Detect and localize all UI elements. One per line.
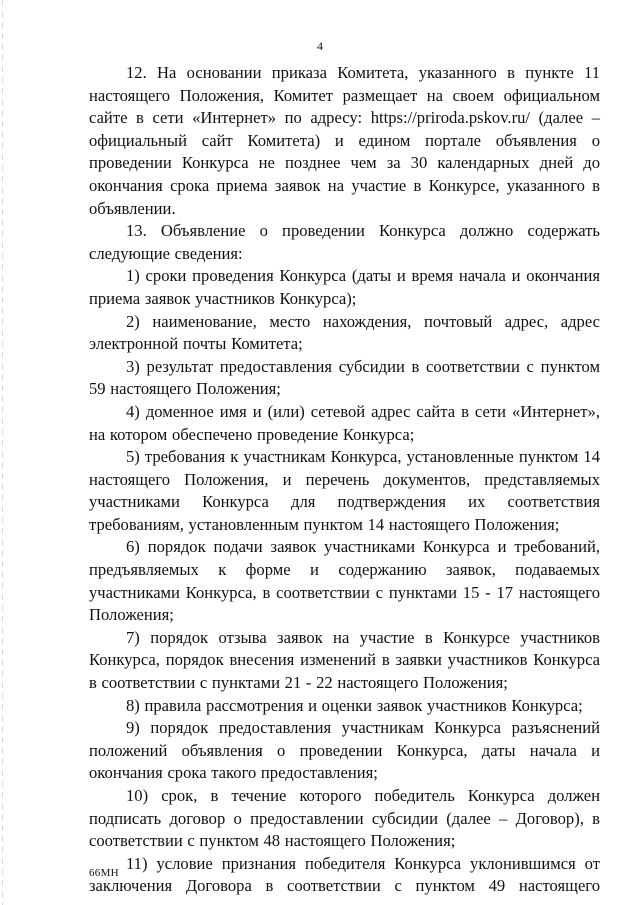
scan-edge xyxy=(2,0,3,905)
list-item-8: 8) правила рассмотрения и оценки заявок участников Конкурса; xyxy=(126,695,583,715)
list-item-5: 5) требования к участникам Конкурса, установленные пунктом 14 настоящего Положения, и перечень документов, представляемых участниками Конкурса для подтверждения их соответствия требованиям, установленным пунктом 14 настоящего Положения; xyxy=(89,447,600,534)
list-item-3: 3) результат предоставления субсидии в соответствии с пунктом 59 настоящего Положения; xyxy=(89,356,600,399)
list-item-2: 2) наименование, место нахождения, почтовый адрес, адрес электронной почты Комитета; xyxy=(89,311,600,354)
paragraph-13: 13. Объявление о проведении Конкурса должно содержать следующие сведения: xyxy=(89,221,600,263)
list-item-4: 4) доменное имя и (или) сетевой адрес сайта в сети «Интернет», на котором обеспечено проведение Конкурса; xyxy=(89,401,600,444)
list-item-9: 9) порядок предоставления участникам Конкурса разъяснений положений объявления о проведении Конкурса, даты начала и окончания срока такого предоставления; xyxy=(89,718,600,783)
list-item-11: 11) условие признания победителя Конкурса уклонившимся от заключения Договора в соответствии с пунктом 49 настоящего xyxy=(89,853,600,896)
list-item-6: 6) порядок подачи заявок участниками Конкурса и требований, предъявляемых к форме и содержанию заявок, подаваемых участниками Конкурса, в соответствии с пунктами 15 - 17 настоящего Положения; xyxy=(89,537,600,625)
list-item-7: 7) порядок отзыва заявок на участие в Конкурсе участников Конкурса, порядок внесения изменений в заявки участников Конкурса в соответствии с пунктами 21 - 22 настоящего Положения; xyxy=(89,627,600,693)
page-number: 4 xyxy=(317,39,323,53)
document-code: 66МН xyxy=(89,867,119,879)
paragraph-12: 12. На основании приказа Комитета, указанного в пункте 11 настоящего Положения, Комитет размещает на своем официальном сайте в сети «Интернет» по адресу: https://priroda.pskov.ru/ (далее – официальный сайт Комитета) и едином портале объявления о проведении Конкурса не позднее чем за 30 календарных дней до окончания срока приема заявок на участие в Конкурсе, указанного в объявлении. xyxy=(89,63,600,218)
list-item-10: 10) срок, в течение которого победитель Конкурса должен подписать договор о предоставлении субсидии (далее – Договор), в соответствии с пунктом 48 настоящего Положения; xyxy=(89,786,600,851)
list-item-1: 1) сроки проведения Конкурса (даты и время начала и окончания приема заявок участников Конкурса); xyxy=(89,266,600,308)
document-body xyxy=(89,62,600,898)
